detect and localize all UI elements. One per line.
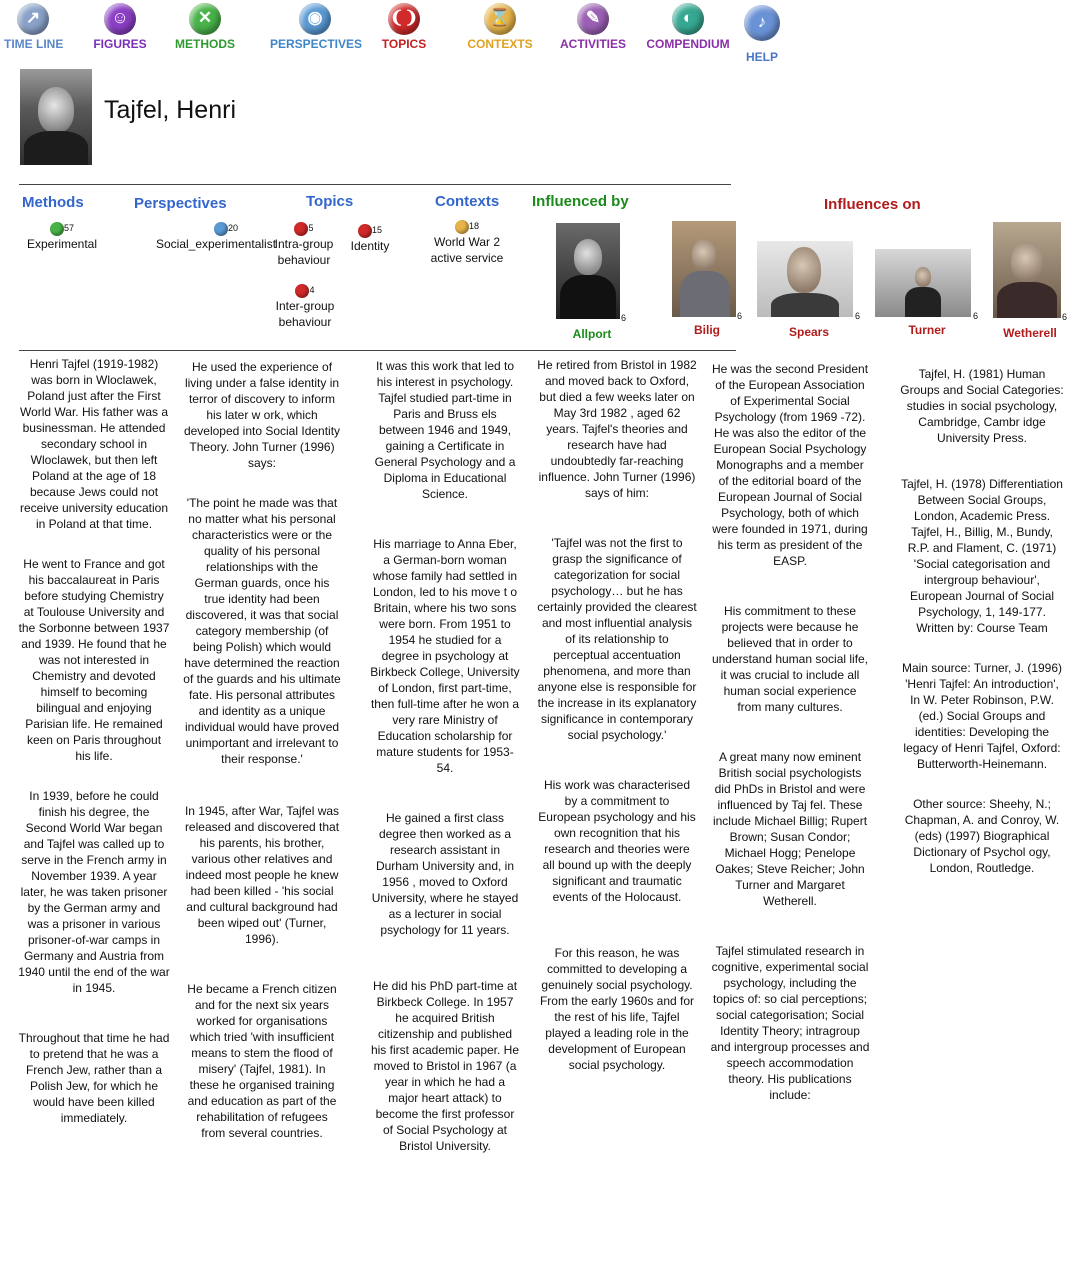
topics-icon (294, 222, 308, 236)
nav-label: FIGURES (93, 37, 147, 51)
bio-paragraph: Tajfel, H. (1978) Differentiation Between Social Groups, London, Academic Press. Tajfel, H., Billig, M., Bundy, R.P. and Flament, C. (1971) 'Social categorisation and intergroup behaviour', European Journal of Social Psychology, 1, 149-177. Written by: Course Team (901, 477, 1063, 635)
nav-label: TOPICS (381, 37, 427, 51)
bio-paragraph: He became a French citizen and for the next six years worked for organisations which tried 'with insufficient means to stem the flood of misery' (Tajfel, 1981). In these he organised training and education as part of the rehabilitation of refugees from several countries. (187, 982, 337, 1140)
allport-photo (556, 223, 620, 319)
pencil-icon: ✎ (577, 3, 609, 35)
bio-paragraph: He was the second President of the European Association of Experimental Social Psychology (from 1969 -72). He was also the editor of the European Social Psychology Monographs and a member of the editorial board of the European Journal of Social Psychology, both of which were founded in 1971, during his term as president of the EASP. (711, 362, 869, 568)
bio-paragraph: It was this work that led to his interest in psychology. Tajfel studied part-time in Paris and Bruss els between 1946 and 1949, gaining a Certificate in General Psychology and a Diploma in Educational Science. (374, 359, 516, 501)
nav-label: ACTIVITIES (560, 37, 627, 51)
tag-label: World War 2 active service (430, 235, 504, 265)
person-name: Wetherell (1003, 326, 1057, 340)
nav-label: HELP (745, 50, 778, 64)
nav-activities[interactable] (560, 3, 626, 51)
person-name: Bilig (694, 323, 720, 337)
timeline-icon: ↗ (17, 3, 49, 35)
hourglass-icon (455, 220, 469, 234)
tag-label: Intra-group behaviour (274, 237, 334, 267)
methods-x-icon: ✕ (189, 3, 221, 35)
nav-label: METHODS (175, 37, 235, 51)
portrait-photo (20, 69, 92, 165)
tag-label: Social_experimentalist (155, 237, 277, 251)
person-wetherell[interactable] (993, 222, 1067, 340)
photo-count: 6 (621, 313, 627, 323)
influences-on-heading: Influences on (824, 196, 921, 213)
nav-label: CONTEXTS (467, 37, 533, 51)
nav-label: TIME LINE (4, 37, 64, 51)
nav-label: COMPENDIUM (646, 37, 730, 51)
tag-count: 20 (227, 223, 238, 233)
tag-count: 15 (371, 225, 382, 235)
topic-inter-group[interactable] (270, 282, 340, 330)
bio-paragraph: For this reason, he was committed to developing a genuinely social psychology. From the early 1960s and for the rest of his life, Tajfel played a leading role in the development of European social psychology. (539, 946, 695, 1072)
page-title: Tajfel, Henri (104, 96, 236, 124)
bio-paragraph: 'The point he made was that no matter what his personal characteristics were or the quality of his personal relationships with the German guards, once his true identity had been discovered, it was that social category membership (of being Polish) which would have determined the reaction of the guards and his ultimate fate. His personal attributes and identity as a unique individual would have proved unimportant and irrelevant to their response.' (183, 496, 341, 766)
nav-timeline[interactable] (4, 3, 62, 51)
hourglass-icon: ⌛ (484, 3, 516, 35)
method-experimental[interactable] (22, 220, 102, 252)
photo-count: 6 (855, 311, 861, 321)
eye-icon (214, 222, 228, 236)
methods-heading[interactable]: Methods (22, 194, 84, 211)
nav-contexts[interactable] (466, 3, 534, 51)
person-name: Allport (572, 327, 612, 341)
topics-heading[interactable]: Topics (306, 193, 354, 210)
bio-paragraph: He used the experience of living under a false identity in terror of discovery to inform his later w ork, which developed into Social Identity Theory. John Turner (1996) says: (183, 360, 341, 470)
nav-help[interactable] (740, 5, 784, 64)
tag-count: 4 (309, 285, 315, 295)
person-name: Turner (908, 323, 946, 337)
influenced-by-heading: Influenced by (532, 193, 629, 210)
person-name: Spears (788, 325, 830, 339)
bio-paragraph: A great many now eminent British social psychologists did PhDs in Bristol and were influenced by Taj fel. These include Michael Billig; Rupert Brown; Susan Condor; Michael Hogg; Penelope Oakes; Steve Reicher; John Turner and Margaret Wetherell. (712, 750, 868, 908)
spears-photo (757, 241, 853, 317)
bio-column-1 (18, 356, 170, 1150)
person-turner[interactable] (875, 249, 979, 337)
bio-paragraph: Throughout that time he had to pretend that he was a French Jew, rather than a Polish Jew, for which he would have been killed immediately. (18, 1031, 170, 1125)
bio-paragraph: He gained a first class degree then worked as a research assistant in Durham University and, in 1956 , moved to Oxford University, where he stayed as a lecturer in social psychology for 11 years. (371, 811, 519, 937)
bio-paragraph: He retired from Bristol in 1982 and moved back to Oxford, but died a few weeks later on May 3rd 1982 , aged 62 years. Tajfel's theories and research have had undoubtedly far-reaching influence. John Turner (1996) says of him: (537, 358, 697, 500)
context-ww2[interactable] (426, 218, 508, 266)
bio-paragraph: His work was characterised by a commitment to European psychology and his own recognition that his research and theories were all bound up with the deeply significant and traumatic events of the Holocaust. (538, 778, 696, 904)
tag-count: 57 (63, 223, 74, 233)
person-allport[interactable] (556, 223, 628, 341)
topic-identity[interactable] (344, 222, 396, 254)
photo-count: 6 (737, 311, 743, 321)
nav-compendium[interactable] (646, 3, 730, 51)
bio-paragraph: Main source: Turner, J. (1996) 'Henri Tajfel: An introduction', In W. Peter Robinson, P.W. (ed.) Social Groups and identities: Developing the legacy of Henri Tajfel, Oxford: Butterworth-Heinemann. (901, 661, 1063, 771)
bio-paragraph: Other source: Sheehy, N.; Chapman, A. and Conroy, W. (eds) (1997) Biographical Dictionary of Psychol ogy, London, Routledge. (904, 797, 1060, 875)
methods-x-icon (50, 222, 64, 236)
help-icon: ♪ (744, 5, 780, 41)
topics-icon (295, 284, 309, 298)
bio-column-2 (183, 359, 341, 1165)
bilig-photo (672, 221, 736, 317)
portrait-face (38, 87, 74, 133)
tag-label: Identity (350, 239, 390, 253)
bio-column-6 (900, 366, 1064, 900)
nav-figures[interactable] (92, 3, 148, 51)
topics-icon: ❨❩ (388, 3, 420, 35)
person-bilig[interactable] (672, 221, 742, 337)
bio-paragraph: In 1939, before he could finish his degree, the Second World War began and Tajfel was called up to serve in the French army in November 1939. A year later, he was taken prisoner by the German army and was a prisoner in various prisoner-of-war camps in Germany and Austria from 1940 until the end of the war in 1945. (18, 789, 170, 995)
bio-paragraph: Tajfel, H. (1981) Human Groups and Social Categories: studies in social psychology, Cambridge, Cambr idge University Press. (900, 367, 1064, 445)
photo-count: 6 (973, 311, 979, 321)
perspective-social-experimentalist[interactable] (150, 220, 282, 252)
perspectives-heading[interactable]: Perspectives (134, 195, 227, 212)
bio-column-4 (537, 357, 697, 1097)
bio-paragraph: 'Tajfel was not the first to grasp the significance of categorization for social psychology… but he has certainly provided the clearest and most influential analysis of its relationship to perceptual accentuation phenomena, and more than anyone else is responsible for the increase in its explanatory significance in contemporary social psychology.' (537, 536, 697, 742)
bio-column-5 (710, 361, 870, 1127)
photo-count: 6 (1062, 312, 1068, 322)
nav-perspectives[interactable] (270, 3, 363, 51)
topics-icon (358, 224, 372, 238)
contexts-heading[interactable]: Contexts (435, 193, 500, 210)
eye-icon: ◉ (299, 3, 331, 35)
tag-label: Inter-group behaviour (275, 299, 335, 329)
bio-paragraph: He did his PhD part-time at Birkbeck College. In 1957 he acquired British citizenship and published his first academic paper. He moved to Bristol in 1967 (a year in which he had a major heart attack) to become the first professor of Social Psychology at Bristol University. (370, 979, 520, 1153)
person-spears[interactable] (757, 241, 861, 339)
nav-methods[interactable] (174, 3, 236, 51)
divider-mid (19, 350, 736, 351)
bio-paragraph: In 1945, after War, Tajfel was released and discovered that his parents, his brother, various other relatives and indeed most people he knew had been killed - 'his social and cultural background had been wiped out' (Turner, 1996). (184, 804, 340, 946)
nav-label: PERSPECTIVES (270, 37, 363, 51)
wetherell-photo (993, 222, 1061, 318)
bio-column-3 (370, 358, 520, 1178)
bio-paragraph: He went to France and got his baccalaureat in Paris before studying Chemistry at Toulouse University and the Sorbonne between 1937 and 1939. He found that he was not interested in Chemistry and devoted himself to becoming bilingual and enjoying Parisian life. He remained keen on Paris throughout his life. (18, 557, 170, 763)
tag-label: Experimental (26, 237, 98, 251)
bio-paragraph: Henri Tajfel (1919-1982) was born in Wloclawek, Poland just after the First World War. His father was a businessman. He attended secondary school in Wloclawek, but then left Poland at the age of 18 because Jews could not receive university education in Poland at that time. (19, 357, 169, 531)
nav-topics[interactable] (378, 3, 430, 51)
bio-paragraph: His marriage to Anna Eber, a German-born woman whose family had settled in London, led to his move t o Britain, where his two sons were born. From 1951 to 1954 he studied for a degree in psychology at Birkbeck College, University of London, first part-time, then full-time after he won a very rare Ministry of Education scholarship for mature students for 1953-54. (370, 537, 520, 775)
portrait-body (24, 131, 88, 165)
tag-count: 5 (308, 223, 314, 233)
topic-intra-group[interactable] (272, 220, 336, 268)
smiley-face-icon: ☺ (104, 3, 136, 35)
bio-paragraph: Tajfel stimulated research in cognitive, experimental social psychology, including the topics of: so cial perceptions; social categorisation; Social Identity Theory; intragroup and intergroup processes and speech accommodation theory. His publications include: (710, 944, 870, 1102)
tag-count: 18 (468, 221, 479, 231)
bio-paragraph: His commitment to these projects were because he believed that in order to understand human social life, it was crucial to include all human social experience from many cultures. (711, 604, 869, 714)
turner-photo (875, 249, 971, 317)
compendium-icon: ◐ (672, 3, 704, 35)
divider-top (19, 184, 731, 185)
